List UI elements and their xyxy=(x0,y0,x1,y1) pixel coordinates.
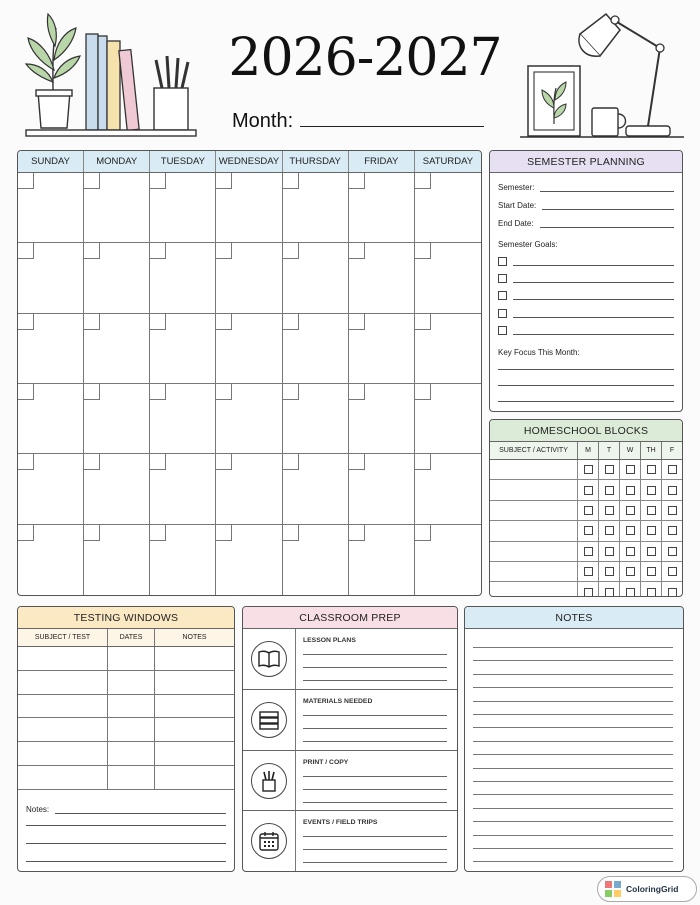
homeschool-row xyxy=(490,562,682,582)
calendar-day-cell[interactable] xyxy=(150,243,216,313)
focus-line[interactable] xyxy=(498,401,674,402)
day-checkbox[interactable] xyxy=(668,486,677,495)
calendar-day-cell[interactable] xyxy=(18,243,84,313)
dates-cell[interactable] xyxy=(108,766,155,789)
calendar-grid xyxy=(18,173,481,595)
notes-cell[interactable] xyxy=(155,695,234,718)
notes-title: NOTES xyxy=(465,607,683,629)
day-checkbox[interactable] xyxy=(605,547,614,556)
day-check-cell xyxy=(662,562,682,581)
day-checkbox[interactable] xyxy=(584,547,593,556)
subject-test-cell[interactable] xyxy=(18,647,108,670)
notes-line[interactable] xyxy=(473,768,673,769)
testing-notes-line[interactable] xyxy=(26,825,226,826)
testing-row xyxy=(18,742,234,766)
calendar-day-cell[interactable] xyxy=(84,173,150,243)
day-thursday: THURSDAY xyxy=(283,151,349,172)
date-number-box[interactable] xyxy=(415,454,431,470)
day-checkbox[interactable] xyxy=(647,506,656,515)
dates-cell[interactable] xyxy=(108,695,155,718)
day-friday: FRIDAY xyxy=(349,151,415,172)
subject-test-cell[interactable] xyxy=(18,766,108,789)
calendar-day-cell[interactable] xyxy=(216,243,282,313)
subject-activity-cell[interactable] xyxy=(490,582,578,597)
day-check-cell xyxy=(662,521,682,540)
calendar-day-cell[interactable] xyxy=(349,314,415,384)
notes-cell[interactable] xyxy=(155,766,234,789)
calendar-day-cell[interactable] xyxy=(84,243,150,313)
day-wednesday: WEDNESDAY xyxy=(216,151,282,172)
date-number-box[interactable] xyxy=(216,173,232,189)
events-field-trips-section xyxy=(243,811,457,872)
calendar-day-cell[interactable] xyxy=(150,173,216,243)
testing-row xyxy=(18,647,234,671)
day-checkbox[interactable] xyxy=(647,465,656,474)
day-checkbox[interactable] xyxy=(647,547,656,556)
dates-cell[interactable] xyxy=(108,718,155,741)
day-check-cell xyxy=(578,582,599,597)
date-number-box[interactable] xyxy=(84,454,100,470)
date-number-box[interactable] xyxy=(216,314,232,330)
materials-line[interactable] xyxy=(303,728,447,729)
day-checkbox[interactable] xyxy=(584,567,593,576)
testing-notes-line[interactable] xyxy=(26,843,226,844)
desk-lamp-illustration xyxy=(520,4,684,140)
date-number-box[interactable] xyxy=(150,525,166,541)
subject-test-cell[interactable] xyxy=(18,742,108,765)
day-checkbox[interactable] xyxy=(584,506,593,515)
date-number-box[interactable] xyxy=(84,314,100,330)
day-check-cell xyxy=(641,542,662,561)
events-line[interactable] xyxy=(303,849,447,850)
notes-line[interactable] xyxy=(473,714,673,715)
date-number-box[interactable] xyxy=(216,243,232,259)
homeschool-blocks-title: HOMESCHOOL BLOCKS xyxy=(490,420,682,442)
brand-logo-icon xyxy=(604,880,622,898)
calendar-day-cell[interactable] xyxy=(150,525,216,595)
notes-cell[interactable] xyxy=(155,742,234,765)
goal-checkbox[interactable] xyxy=(498,326,507,335)
date-number-box[interactable] xyxy=(18,243,34,259)
calendar-day-cell[interactable] xyxy=(18,525,84,595)
day-checkbox[interactable] xyxy=(605,506,614,515)
materials-line[interactable] xyxy=(303,715,447,716)
day-checkbox[interactable] xyxy=(584,526,593,535)
notes-line[interactable] xyxy=(473,794,673,795)
materials-line[interactable] xyxy=(303,741,447,742)
date-number-box[interactable] xyxy=(216,525,232,541)
date-number-box[interactable] xyxy=(283,525,299,541)
date-number-box[interactable] xyxy=(415,243,431,259)
date-number-box[interactable] xyxy=(150,173,166,189)
date-number-box[interactable] xyxy=(18,525,34,541)
date-number-box[interactable] xyxy=(283,454,299,470)
homeschool-row xyxy=(490,521,682,541)
monthly-calendar xyxy=(17,150,482,596)
day-checkbox[interactable] xyxy=(668,567,677,576)
print-copy-line[interactable] xyxy=(303,802,447,803)
date-number-box[interactable] xyxy=(349,384,365,400)
notes-line[interactable] xyxy=(473,647,673,648)
date-number-box[interactable] xyxy=(150,384,166,400)
day-check-cell xyxy=(641,562,662,581)
day-check-cell xyxy=(620,562,641,581)
day-check-cell xyxy=(662,582,682,597)
date-number-box[interactable] xyxy=(349,525,365,541)
calendar-day-cell[interactable] xyxy=(18,314,84,384)
start-date-field[interactable]: Start Date: xyxy=(498,201,674,210)
day-check-cell xyxy=(641,501,662,520)
notes-line[interactable] xyxy=(473,754,673,755)
day-checkbox[interactable] xyxy=(584,486,593,495)
goal-checkbox[interactable] xyxy=(498,309,507,318)
stacked-books-icon xyxy=(251,702,287,738)
print-copy-label: PRINT / COPY xyxy=(303,759,349,766)
testing-notes-field[interactable]: Notes: xyxy=(26,805,226,814)
homeschool-column-headers: SUBJECT / ACTIVITY M T W TH F xyxy=(490,442,682,460)
bookshelf-illustration xyxy=(16,10,200,140)
day-checkbox[interactable] xyxy=(626,486,635,495)
day-tuesday: TUESDAY xyxy=(150,151,216,172)
calendar-day-cell[interactable] xyxy=(349,173,415,243)
homeschool-row xyxy=(490,501,682,521)
date-number-box[interactable] xyxy=(349,314,365,330)
subject-test-cell[interactable] xyxy=(18,718,108,741)
notes-line[interactable] xyxy=(473,727,673,728)
events-line[interactable] xyxy=(303,836,447,837)
day-checkbox[interactable] xyxy=(626,547,635,556)
date-number-box[interactable] xyxy=(216,454,232,470)
date-number-box[interactable] xyxy=(349,243,365,259)
day-check-cell xyxy=(620,460,641,479)
events-line[interactable] xyxy=(303,862,447,863)
day-checkbox[interactable] xyxy=(668,588,677,597)
day-check-cell xyxy=(578,501,599,520)
calendar-day-cell[interactable] xyxy=(216,384,282,454)
testing-windows-panel xyxy=(17,606,235,872)
weekday-header xyxy=(18,151,481,173)
day-checkbox[interactable] xyxy=(626,526,635,535)
calendar-day-cell[interactable] xyxy=(415,173,481,243)
end-date-field[interactable]: End Date: xyxy=(498,219,674,228)
date-number-box[interactable] xyxy=(415,384,431,400)
day-checkbox[interactable] xyxy=(605,567,614,576)
date-number-box[interactable] xyxy=(18,173,34,189)
homeschool-row xyxy=(490,460,682,480)
day-checkbox[interactable] xyxy=(668,506,677,515)
lesson-plans-line[interactable] xyxy=(303,654,447,655)
calendar-day-cell[interactable] xyxy=(415,243,481,313)
notes-line[interactable] xyxy=(473,687,673,688)
day-check-cell xyxy=(599,501,620,520)
classroom-prep-title: CLASSROOM PREP xyxy=(243,607,457,629)
lesson-plans-label: LESSON PLANS xyxy=(303,637,356,644)
day-check-cell xyxy=(578,521,599,540)
day-check-cell xyxy=(599,480,620,499)
brand-name: ColoringGrid xyxy=(626,884,679,894)
day-checkbox[interactable] xyxy=(668,465,677,474)
calendar-day-cell[interactable] xyxy=(415,454,481,524)
day-checkbox[interactable] xyxy=(668,526,677,535)
date-number-box[interactable] xyxy=(150,454,166,470)
subject-activity-cell[interactable] xyxy=(490,480,578,499)
day-monday: MONDAY xyxy=(84,151,150,172)
day-check-cell xyxy=(662,501,682,520)
calendar-day-cell[interactable] xyxy=(216,525,282,595)
day-check-cell xyxy=(641,521,662,540)
notes-line[interactable] xyxy=(473,781,673,782)
semester-planning-panel xyxy=(489,150,683,412)
testing-row xyxy=(18,766,234,790)
day-checkbox[interactable] xyxy=(626,465,635,474)
homeschool-blocks-panel xyxy=(489,419,683,597)
testing-row xyxy=(18,718,234,742)
notes-line[interactable] xyxy=(473,660,673,661)
day-check-cell xyxy=(599,542,620,561)
calendar-day-cell[interactable] xyxy=(84,384,150,454)
calendar-day-cell[interactable] xyxy=(18,173,84,243)
calendar-day-cell[interactable] xyxy=(283,384,349,454)
day-check-cell xyxy=(620,542,641,561)
day-checkbox[interactable] xyxy=(605,486,614,495)
lesson-plans-line[interactable] xyxy=(303,680,447,681)
subject-activity-cell[interactable] xyxy=(490,501,578,520)
day-check-cell xyxy=(578,542,599,561)
day-checkbox[interactable] xyxy=(647,526,656,535)
day-checkbox[interactable] xyxy=(668,547,677,556)
calendar-day-cell[interactable] xyxy=(84,525,150,595)
goal-checkbox[interactable] xyxy=(498,291,507,300)
calendar-day-cell[interactable] xyxy=(283,173,349,243)
semester-planning-title: SEMESTER PLANNING xyxy=(490,151,682,173)
calendar-day-cell[interactable] xyxy=(150,384,216,454)
day-check-cell xyxy=(599,460,620,479)
date-number-box[interactable] xyxy=(18,384,34,400)
print-copy-line[interactable] xyxy=(303,789,447,790)
goal-item[interactable] xyxy=(498,326,674,335)
dates-cell[interactable] xyxy=(108,671,155,694)
notes-line[interactable] xyxy=(473,674,673,675)
date-number-box[interactable] xyxy=(84,243,100,259)
day-check-cell xyxy=(599,521,620,540)
calendar-day-cell[interactable] xyxy=(283,454,349,524)
date-number-box[interactable] xyxy=(150,314,166,330)
day-check-cell xyxy=(620,521,641,540)
dates-cell[interactable] xyxy=(108,742,155,765)
notes-line[interactable] xyxy=(473,848,673,849)
calendar-day-cell[interactable] xyxy=(349,454,415,524)
calendar-day-cell[interactable] xyxy=(283,243,349,313)
subject-activity-cell[interactable] xyxy=(490,460,578,479)
subject-activity-cell[interactable] xyxy=(490,562,578,581)
day-check-cell xyxy=(641,582,662,597)
date-number-box[interactable] xyxy=(415,173,431,189)
calendar-day-cell[interactable] xyxy=(283,314,349,384)
date-number-box[interactable] xyxy=(415,525,431,541)
semester-goals-label: Semester Goals: xyxy=(498,240,558,249)
calendar-day-cell[interactable] xyxy=(349,525,415,595)
calendar-day-cell[interactable] xyxy=(216,314,282,384)
materials-needed-label: MATERIALS NEEDED xyxy=(303,698,373,705)
testing-notes-line[interactable] xyxy=(26,861,226,862)
calendar-day-cell[interactable] xyxy=(349,384,415,454)
calendar-day-cell[interactable] xyxy=(18,384,84,454)
goal-item[interactable] xyxy=(498,274,674,283)
goal-checkbox[interactable] xyxy=(498,257,507,266)
month-label: Month: xyxy=(232,110,294,132)
lesson-plans-line[interactable] xyxy=(303,667,447,668)
calendar-day-cell[interactable] xyxy=(415,314,481,384)
notes-cell[interactable] xyxy=(155,718,234,741)
calendar-day-cell[interactable] xyxy=(216,454,282,524)
calendar-day-cell[interactable] xyxy=(150,314,216,384)
date-number-box[interactable] xyxy=(283,384,299,400)
focus-line[interactable] xyxy=(498,369,674,370)
date-number-box[interactable] xyxy=(283,314,299,330)
date-number-box[interactable] xyxy=(84,173,100,189)
day-check-cell xyxy=(578,480,599,499)
goal-item[interactable] xyxy=(498,257,674,266)
book-icon xyxy=(251,641,287,677)
day-checkbox[interactable] xyxy=(647,567,656,576)
day-check-cell xyxy=(641,460,662,479)
events-field-trips-label: EVENTS / FIELD TRIPS xyxy=(303,819,378,826)
semester-field[interactable]: Semester: xyxy=(498,183,674,192)
notes-cell[interactable] xyxy=(155,647,234,670)
day-check-cell xyxy=(620,480,641,499)
date-number-box[interactable] xyxy=(84,525,100,541)
date-number-box[interactable] xyxy=(18,314,34,330)
calendar-day-cell[interactable] xyxy=(349,243,415,313)
date-number-box[interactable] xyxy=(150,243,166,259)
calendar-icon xyxy=(251,823,287,859)
day-checkbox[interactable] xyxy=(584,465,593,474)
day-checkbox[interactable] xyxy=(626,567,635,576)
calendar-day-cell[interactable] xyxy=(18,454,84,524)
testing-rows xyxy=(18,647,234,790)
date-number-box[interactable] xyxy=(415,314,431,330)
day-checkbox[interactable] xyxy=(605,588,614,597)
day-check-cell xyxy=(662,480,682,499)
goal-item[interactable] xyxy=(498,291,674,300)
brand-watermark xyxy=(597,876,697,902)
day-checkbox[interactable] xyxy=(626,506,635,515)
subject-test-cell[interactable] xyxy=(18,671,108,694)
testing-windows-title: TESTING WINDOWS xyxy=(18,607,234,629)
notes-line[interactable] xyxy=(473,701,673,702)
notes-line[interactable] xyxy=(473,808,673,809)
homeschool-row xyxy=(490,582,682,597)
pencil-cup-icon xyxy=(251,763,287,799)
day-checkbox[interactable] xyxy=(647,486,656,495)
day-checkbox[interactable] xyxy=(584,588,593,597)
notes-line[interactable] xyxy=(473,835,673,836)
page-title: 2026-2027 xyxy=(228,28,502,88)
testing-row xyxy=(18,695,234,719)
goal-checkbox[interactable] xyxy=(498,274,507,283)
homeschool-row xyxy=(490,480,682,500)
day-check-cell xyxy=(578,562,599,581)
dates-cell[interactable] xyxy=(108,647,155,670)
notes-line[interactable] xyxy=(473,861,673,862)
subject-test-cell[interactable] xyxy=(18,695,108,718)
notes-line[interactable] xyxy=(473,821,673,822)
day-check-cell xyxy=(620,582,641,597)
day-check-cell xyxy=(578,460,599,479)
calendar-day-cell[interactable] xyxy=(216,173,282,243)
subject-activity-cell[interactable] xyxy=(490,542,578,561)
classroom-prep-panel xyxy=(242,606,458,872)
day-check-cell xyxy=(662,542,682,561)
day-sunday: SUNDAY xyxy=(18,151,84,172)
day-check-cell xyxy=(599,582,620,597)
date-number-box[interactable] xyxy=(349,173,365,189)
day-checkbox[interactable] xyxy=(626,588,635,597)
calendar-day-cell[interactable] xyxy=(415,525,481,595)
calendar-day-cell[interactable] xyxy=(415,384,481,454)
print-copy-section xyxy=(243,751,457,811)
day-check-cell xyxy=(620,501,641,520)
day-check-cell xyxy=(599,562,620,581)
date-number-box[interactable] xyxy=(84,384,100,400)
calendar-day-cell[interactable] xyxy=(150,454,216,524)
notes-panel xyxy=(464,606,684,872)
month-input-line[interactable] xyxy=(300,126,484,127)
subject-activity-cell[interactable] xyxy=(490,521,578,540)
day-saturday: SATURDAY xyxy=(422,156,474,167)
homeschool-rows xyxy=(490,460,682,597)
print-copy-line[interactable] xyxy=(303,776,447,777)
key-focus-label: Key Focus This Month: xyxy=(498,348,580,357)
date-number-box[interactable] xyxy=(349,454,365,470)
calendar-day-cell[interactable] xyxy=(84,454,150,524)
notes-line[interactable] xyxy=(473,741,673,742)
calendar-day-cell[interactable] xyxy=(283,525,349,595)
notes-cell[interactable] xyxy=(155,671,234,694)
focus-line[interactable] xyxy=(498,385,674,386)
testing-column-headers: SUBJECT / TEST DATES NOTES xyxy=(18,629,234,647)
day-checkbox[interactable] xyxy=(647,588,656,597)
date-number-box[interactable] xyxy=(283,173,299,189)
date-number-box[interactable] xyxy=(216,384,232,400)
goal-item[interactable] xyxy=(498,309,674,318)
day-check-cell xyxy=(641,480,662,499)
date-number-box[interactable] xyxy=(283,243,299,259)
day-checkbox[interactable] xyxy=(605,465,614,474)
date-number-box[interactable] xyxy=(18,454,34,470)
day-check-cell xyxy=(662,460,682,479)
calendar-day-cell[interactable] xyxy=(84,314,150,384)
materials-needed-section xyxy=(243,690,457,751)
lesson-plans-section xyxy=(243,629,457,690)
day-checkbox[interactable] xyxy=(605,526,614,535)
homeschool-row xyxy=(490,542,682,562)
testing-row xyxy=(18,671,234,695)
